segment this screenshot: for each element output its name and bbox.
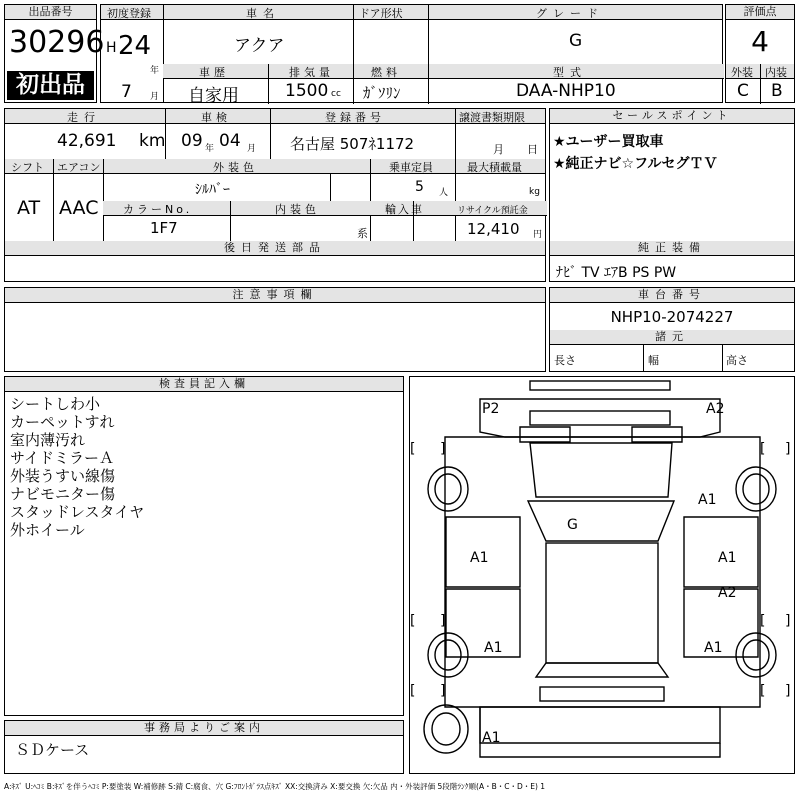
- mark-a1-spare: A1: [482, 730, 501, 746]
- exterior-label: 外装: [731, 66, 753, 79]
- svg-text:]: ]: [440, 441, 446, 457]
- capacity-value: 5: [415, 179, 424, 195]
- caution-label: 注意事項欄: [5, 288, 545, 303]
- office-note: ＳＤケース: [15, 741, 90, 759]
- int-color-unit: 系: [357, 227, 368, 240]
- spec-box: [4, 108, 546, 282]
- history-value: 自家用: [188, 86, 239, 106]
- shift-label: シフト: [11, 161, 44, 174]
- car-diagram: [410, 377, 794, 773]
- color-no-label: カラーNo.: [123, 203, 193, 216]
- exterior-grade: C: [737, 81, 749, 101]
- inspector-note-8: 外ホイール: [10, 521, 85, 539]
- car-name-label: 車名: [246, 7, 280, 20]
- first-reg-label: 初度登録: [107, 7, 151, 20]
- shift-value: AT: [17, 197, 41, 219]
- transfer-day-unit: 日: [527, 143, 538, 156]
- displacement-value: 1500: [285, 81, 329, 101]
- lot-box: [4, 4, 105, 103]
- office-label: 事務局よりご案内: [5, 721, 403, 736]
- recycle-value: 12,410: [467, 220, 520, 238]
- insp-month-unit: 月: [247, 144, 257, 154]
- color-value: ｼﾙﾊﾞｰ: [195, 182, 230, 198]
- color-label: 外装色: [213, 161, 258, 174]
- load-label: 最大積載量: [467, 161, 522, 174]
- lot-label: 出品番号: [5, 5, 96, 20]
- mark-a1-left: A1: [470, 550, 489, 566]
- model-label: 型式: [553, 66, 587, 79]
- color-no-value: 1F7: [150, 219, 178, 237]
- inspector-label: 検査員記入欄: [5, 377, 403, 392]
- damage-diagram-box: [409, 376, 795, 774]
- inspector-note-1: シートしわ小: [10, 395, 101, 413]
- genuine-equipment-label: 純正装備: [550, 241, 794, 256]
- mark-g: G: [567, 517, 578, 533]
- vehicle-header-box: [100, 4, 723, 106]
- transfer-label: 譲渡書類期限: [459, 111, 525, 124]
- first-reg-month: 7: [121, 82, 132, 102]
- ac-label: エアコン: [57, 161, 101, 174]
- height-label: 高さ: [726, 354, 748, 367]
- score-value: 4: [751, 25, 769, 58]
- genuine-equipment-value: ﾅﾋﾞ TV ｴｱB PS PW: [556, 265, 677, 281]
- plate-label: 登録番号: [325, 111, 385, 124]
- inspector-box: [4, 376, 404, 716]
- score-label: 評価点: [726, 5, 794, 20]
- model-value: DAA-NHP10: [516, 81, 616, 101]
- ac-value: AAC: [59, 197, 99, 219]
- office-box: [4, 720, 404, 774]
- insp-year-unit: 年: [205, 144, 215, 154]
- score-box: [725, 4, 795, 103]
- month-unit: 月: [150, 92, 160, 102]
- int-color-label: 内装色: [275, 203, 320, 216]
- era: H: [106, 40, 117, 56]
- history-label: 車歴: [199, 66, 229, 79]
- displacement-label: 排気量: [289, 66, 334, 79]
- car-name: アクア: [234, 36, 285, 56]
- inspector-note-6: ナビモニター傷: [10, 485, 116, 503]
- length-label: 長さ: [554, 354, 576, 367]
- sales-points-box: [549, 108, 795, 282]
- lot-number: 30296: [9, 25, 105, 60]
- inspector-note-3: 室内薄汚れ: [10, 431, 86, 449]
- insp-year: 09: [181, 131, 203, 151]
- svg-text:[: [: [760, 441, 766, 457]
- sales-points-label: セールスポイント: [550, 109, 794, 124]
- grade-label: グレード: [536, 7, 604, 20]
- load-unit: kg: [529, 187, 540, 197]
- mileage-value: 42,691: [57, 131, 117, 151]
- mark-p2: P2: [482, 401, 500, 417]
- legend: A:ｷｽﾞ U:ﾍｺﾐ B:ｷｽﾞを伴うﾍｺﾐ P:要塗装 W:補修跡 S:錆 C:腐食、穴 G:ﾌﾛﾝﾄｶﾞﾗｽ点ｷｽﾞ XX:交換済み X:要交換 欠:欠品 内・外装評価 5段階ﾗﾝｸ順(A・B・C・D・E) 1: [4, 782, 546, 791]
- grade-value: G: [569, 31, 583, 51]
- inspector-note-4: サイドミラーＡ: [10, 449, 114, 467]
- svg-text:[: [: [760, 683, 766, 699]
- capacity-unit: 人: [439, 188, 449, 198]
- later-parts-label: 後日発送部品: [5, 241, 545, 256]
- svg-text:]: ]: [785, 613, 791, 629]
- year-unit: 年: [150, 66, 160, 76]
- chassis-box: [549, 287, 795, 372]
- displacement-unit: cc: [331, 89, 341, 99]
- inspector-note-7: スタッドレスタイヤ: [10, 503, 145, 521]
- inspection-label: 車検: [201, 111, 231, 124]
- caution-box: [4, 287, 546, 372]
- svg-text:[: [: [410, 613, 416, 629]
- sales-point-1: ★ユーザー買取車: [553, 134, 664, 150]
- sales-point-2: ★純正ナビ☆フルセグＴＶ: [553, 156, 718, 172]
- svg-text:]: ]: [785, 441, 791, 457]
- insp-month: 04: [219, 131, 241, 151]
- import-label: 輸入車: [385, 203, 424, 216]
- mark-a2-right: A2: [718, 585, 737, 601]
- mileage-label: 走行: [67, 111, 101, 124]
- chassis-number: NHP10-2074227: [610, 308, 734, 326]
- svg-text:[: [: [760, 613, 766, 629]
- first-listing-badge: 初出品: [7, 71, 94, 100]
- width-label: 幅: [648, 354, 659, 367]
- recycle-label: リサイクル預託金: [457, 206, 528, 216]
- svg-text:]: ]: [440, 613, 446, 629]
- mark-a1-right-lower: A1: [704, 640, 723, 656]
- svg-text:]: ]: [440, 683, 446, 699]
- fuel-label: 燃料: [371, 66, 401, 79]
- door-label: ドア形状: [359, 7, 403, 20]
- chassis-label: 車台番号: [550, 288, 794, 303]
- mark-a1-right: A1: [718, 550, 737, 566]
- capacity-label: 乗車定員: [389, 161, 433, 174]
- plate-value: 名古屋 507ﾈ1172: [290, 135, 415, 153]
- svg-text:]: ]: [785, 683, 791, 699]
- svg-text:[: [: [410, 441, 416, 457]
- mark-a1-left-lower: A1: [484, 640, 503, 656]
- inspector-note-2: カーペットすれ: [10, 413, 115, 431]
- transfer-month-unit: 月: [493, 143, 504, 156]
- interior-grade: B: [771, 81, 783, 101]
- interior-label: 内装: [765, 66, 787, 79]
- svg-text:[: [: [410, 683, 416, 699]
- mark-a2-top: A2: [706, 401, 725, 417]
- recycle-unit: 円: [533, 230, 543, 240]
- first-reg-year: 24: [118, 31, 152, 61]
- mark-a1-right-upper: A1: [698, 492, 717, 508]
- fuel-value: ｶﾞｿﾘﾝ: [363, 84, 401, 102]
- dimensions-label: 諸元: [550, 330, 794, 345]
- mileage-unit: km: [139, 131, 166, 151]
- inspector-note-5: 外装うすい線傷: [10, 467, 116, 485]
